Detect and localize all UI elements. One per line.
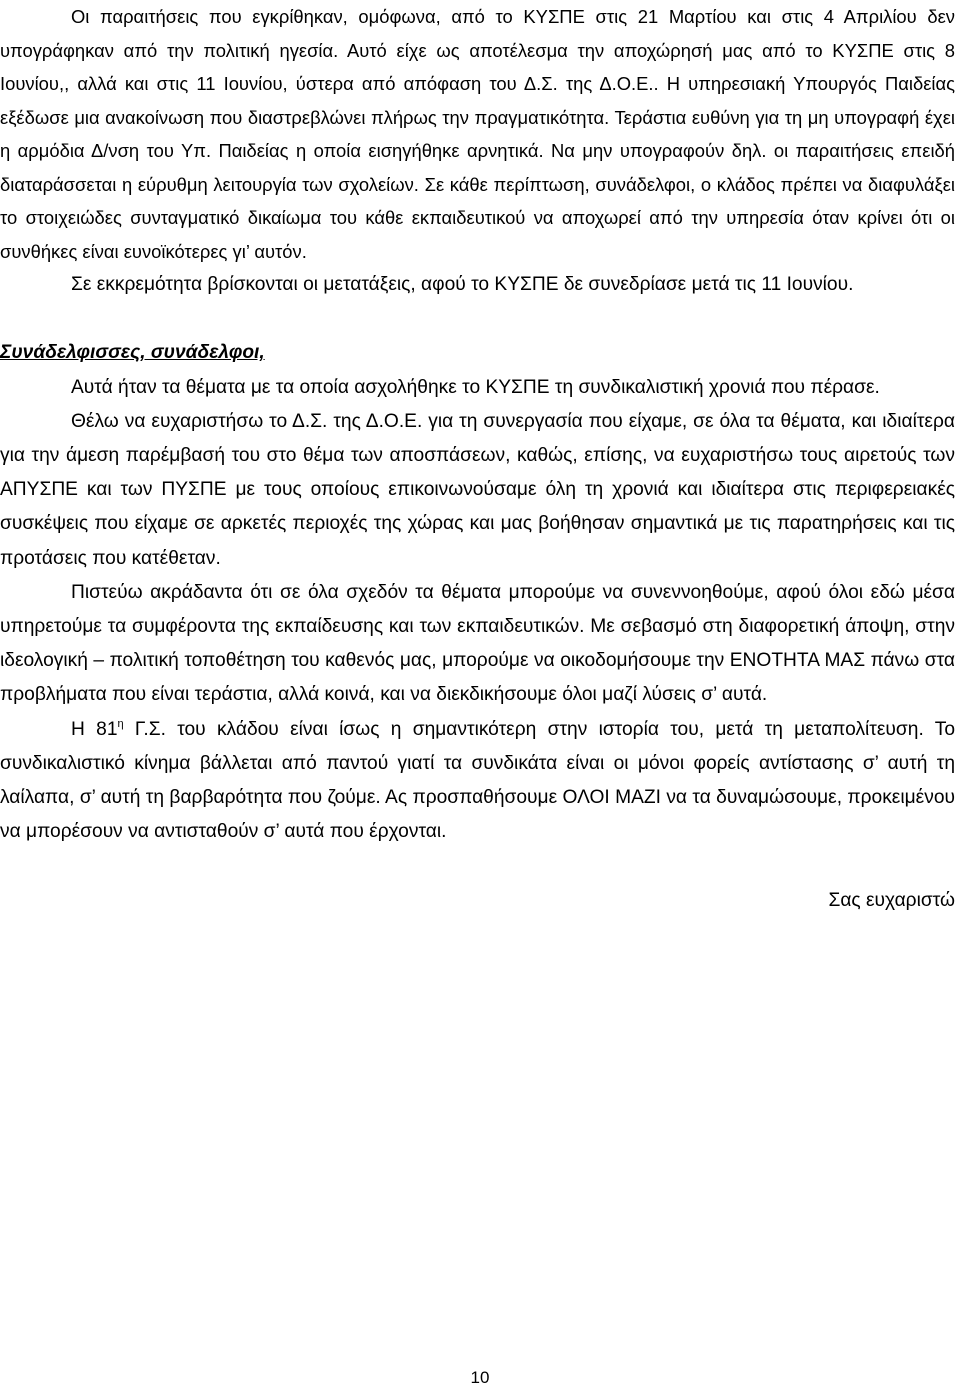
blank-line — [0, 849, 955, 883]
paragraph-unity: Πιστεύω ακράδαντα ότι σε όλα σχεδόν τα θέματα μπορούμε να συνεννοηθούμε, αφού όλοι εδώ μέσα υπηρετούμε τα συμφέροντα της εκπαίδευσης και των εκπαιδευτικών. Με σεβασμό στη διαφορετική άποψη, στην ιδεολογική – πολιτική τοποθέτηση του καθενός μας, μπορούμε να οικοδομήσουμε την ΕΝΟΤΗΤΑ ΜΑΣ πάνω στα προβλήματα που είναι τεράστια, αλλά κοινά, και να διεκδικήσουμε όλοι μαζί λύσεις σ’ αυτά. — [0, 581, 955, 706]
closing-thanks: Σας ευχαριστώ — [828, 889, 955, 911]
paragraph-general-assembly — [0, 713, 955, 850]
blank-line — [0, 302, 955, 336]
paragraph-resignations: Οι παραιτήσεις που εγκρίθηκαν, ομόφωνα, από το ΚΥΣΠΕ στις 21 Μαρτίου και στις 4 Απριλίου δεν υπογράφηκαν από την πολιτική ηγεσία. Αυτό είχε ως αποτέλεσμα την αποχώρησή μας από το ΚΥΣΠΕ στις 8 Ιουνίου,, αλλά και στις 11 Ιουνίου, ύστερα από απόφαση του Δ.Σ. της Δ.Ο.Ε.. Η υπηρεσιακή Υπουργός Παιδείας εξέδωσε μια ανακοίνωση που διαστρεβλώνει πλήρως την πραγματικότητα. Τεράστια ευθύνη για τη μη υπογραφή έχει η αρμόδια Δ/νση του Υπ. Παιδείας η οποία εισηγήθηκε αρνητικά. Να μην υπογραφούν δηλ. οι παραιτήσεις επειδή διαταράσσεται η εύρυθμη λειτουργία των σχολείων. Σε κάθε περίπτωση, συνάδελφοι, ο κλάδος πρέπει να διαφυλάξει το στοιχειώδες συνταγματικό δικαίωμα του κάθε εκπαιδευτικού να αποχωρεί από την υπηρεσία όταν κρίνει ότι οι συνθήκες είναι ευνοϊκότερες γι’ αυτόν. — [0, 6, 955, 262]
paragraph-general-assembly-rest: Γ.Σ. του κλάδου είναι ίσως η σημαντικότερη στην ιστορία του, μετά τη μεταπολίτευση. Το συνδικαλιστικό κίνημα βάλλεται από παντού γιατί τα συνδικάτα είναι οι μόνοι φορείς αντίστασης σ’ αυτή τη λαίλαπα, σ’ αυτή τη βαρβαρότητα που ζούμε. Ας προσπαθήσουμε ΟΛΟΙ ΜΑΖΙ να τα δυναμώσουμε, προκειμένου να μπορέσουν να αντισταθούν σ’ αυτά που έρχονται. — [0, 718, 955, 843]
salutation-heading: Συνάδελφισσες, συνάδελφοι, — [0, 342, 265, 364]
page-number: 10 — [470, 1368, 490, 1387]
paragraph-general-assembly-start: Η 81 — [71, 718, 118, 740]
paragraph-transfers: Σε εκκρεμότητα βρίσκονται οι μετατάξεις, αφού το ΚΥΣΠΕ δε συνεδρίασε μετά τις 11 Ιουνίου. — [71, 274, 854, 295]
ordinal-superscript: η — [117, 717, 124, 730]
paragraph-thanks: Θέλω να ευχαριστήσω το Δ.Σ. της Δ.Ο.Ε. για τη συνεργασία που είχαμε, σε όλα τα θέματα, και ιδιαίτερα για την άμεση παρέμβασή του στο θέμα των αποσπάσεων, καθώς, επίσης, να ευχαριστήσω τους αιρετούς των ΑΠΥΣΠΕ και των ΠΥΣΠΕ με τους οποίους επικοινωνούσαμε όλη τη χρονιά και ιδιαίτερα στις περιφερειακές συσκέψεις που είχαμε σε αρκετές περιοχές της χώρας και μας βοήθησαν σημαντικά με τις παρατηρήσεις και τις προτάσεις που κατέθεταν. — [0, 410, 955, 569]
paragraph-topics: Αυτά ήταν τα θέματα με τα οποία ασχολήθηκε το ΚΥΣΠΕ τη συνδικαλιστική χρονιά που πέρασε. — [71, 376, 880, 398]
